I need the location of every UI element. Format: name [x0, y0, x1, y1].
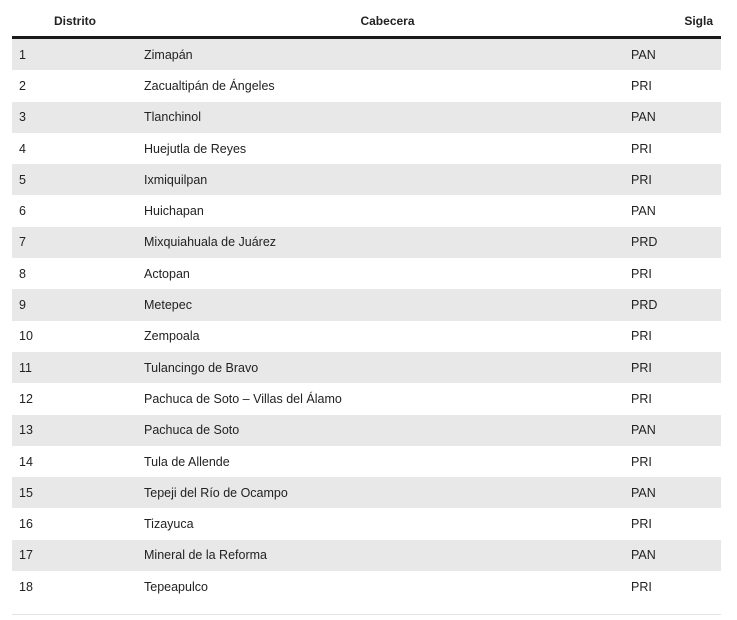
cell-distrito: 17: [12, 540, 144, 571]
header-cabecera[interactable]: Cabecera: [144, 6, 631, 38]
cell-sigla: PRI: [631, 579, 652, 594]
cell-cabecera: Tlanchinol: [144, 102, 631, 133]
table-row: [12, 227, 721, 258]
table-row: [12, 571, 721, 602]
cell-distrito: 6: [19, 204, 26, 219]
cell-cabecera: Mixquiahuala de Juárez: [144, 227, 631, 258]
cell-sigla: PRD: [631, 227, 721, 258]
cell-cabecera: Tula de Allende: [144, 454, 230, 469]
cell-sigla: PRI: [631, 391, 652, 406]
cell-cabecera: Zimapán: [144, 38, 631, 71]
cell-sigla: PRD: [631, 289, 721, 320]
districts-table-container: [12, 6, 721, 602]
cell-cabecera: Tepeji del Río de Ocampo: [144, 477, 631, 508]
cell-sigla: PRI: [631, 352, 721, 383]
cell-cabecera: Huejutla de Reyes: [144, 141, 247, 156]
cell-distrito: 4: [19, 141, 26, 156]
cell-cabecera: Tulancingo de Bravo: [144, 352, 631, 383]
header-row: [12, 6, 721, 38]
table-row: [12, 289, 721, 320]
cell-sigla: PRI: [631, 164, 721, 195]
cell-sigla: PAN: [631, 477, 721, 508]
table-row: [12, 508, 721, 539]
cell-sigla: PAN: [631, 102, 721, 133]
table-row: [12, 352, 721, 383]
cell-distrito: 15: [12, 477, 144, 508]
header-sigla[interactable]: Sigla: [631, 6, 721, 38]
cell-sigla: PRI: [631, 454, 652, 469]
cell-distrito: 3: [12, 102, 144, 133]
table-row: [12, 477, 721, 508]
table-row: [12, 258, 721, 289]
cell-cabecera: Pachuca de Soto: [144, 415, 631, 446]
table-row: [12, 321, 721, 352]
cell-sigla: PRI: [631, 517, 652, 532]
cell-sigla: PAN: [631, 204, 656, 219]
cell-cabecera: Mineral de la Reforma: [144, 540, 631, 571]
table-row: [12, 446, 721, 477]
cell-distrito: 9: [12, 289, 144, 320]
cell-distrito: 12: [19, 391, 33, 406]
cell-sigla: PRI: [631, 266, 652, 281]
table-row: [12, 540, 721, 571]
table-row: [12, 383, 721, 414]
cell-distrito: 18: [19, 579, 33, 594]
cell-cabecera: Pachuca de Soto – Villas del Álamo: [144, 391, 342, 406]
cell-distrito: 5: [12, 164, 144, 195]
cell-distrito: 1: [12, 38, 144, 71]
bottom-divider: [12, 614, 721, 615]
cell-distrito: 2: [19, 78, 26, 93]
cell-distrito: 7: [12, 227, 144, 258]
cell-sigla: PRI: [631, 78, 652, 93]
table-row: [12, 415, 721, 446]
cell-distrito: 11: [12, 352, 144, 383]
cell-sigla: PAN: [631, 540, 721, 571]
table-row: [12, 70, 721, 101]
cell-cabecera: Metepec: [144, 289, 631, 320]
cell-cabecera: Ixmiquilpan: [144, 164, 631, 195]
districts-table: [12, 6, 721, 602]
table-row: [12, 133, 721, 164]
cell-sigla: PAN: [631, 38, 721, 71]
cell-cabecera: Actopan: [144, 266, 190, 281]
header-distrito[interactable]: Distrito: [12, 6, 144, 38]
table-header: [12, 6, 721, 38]
cell-distrito: 16: [19, 517, 33, 532]
cell-cabecera: Tepeapulco: [144, 579, 208, 594]
cell-distrito: 14: [19, 454, 33, 469]
table-row: [12, 102, 721, 133]
cell-cabecera: Huichapan: [144, 204, 204, 219]
table-body: [12, 38, 721, 603]
cell-sigla: PRI: [631, 141, 652, 156]
cell-cabecera: Tizayuca: [144, 517, 194, 532]
cell-sigla: PRI: [631, 329, 652, 344]
cell-cabecera: Zempoala: [144, 329, 200, 344]
cell-distrito: 8: [19, 266, 26, 281]
table-row: [12, 164, 721, 195]
table-row: [12, 195, 721, 226]
cell-cabecera: Zacualtipán de Ángeles: [144, 78, 275, 93]
cell-sigla: PAN: [631, 415, 721, 446]
table-row: [12, 38, 721, 71]
cell-distrito: 13: [12, 415, 144, 446]
cell-distrito: 10: [19, 329, 33, 344]
